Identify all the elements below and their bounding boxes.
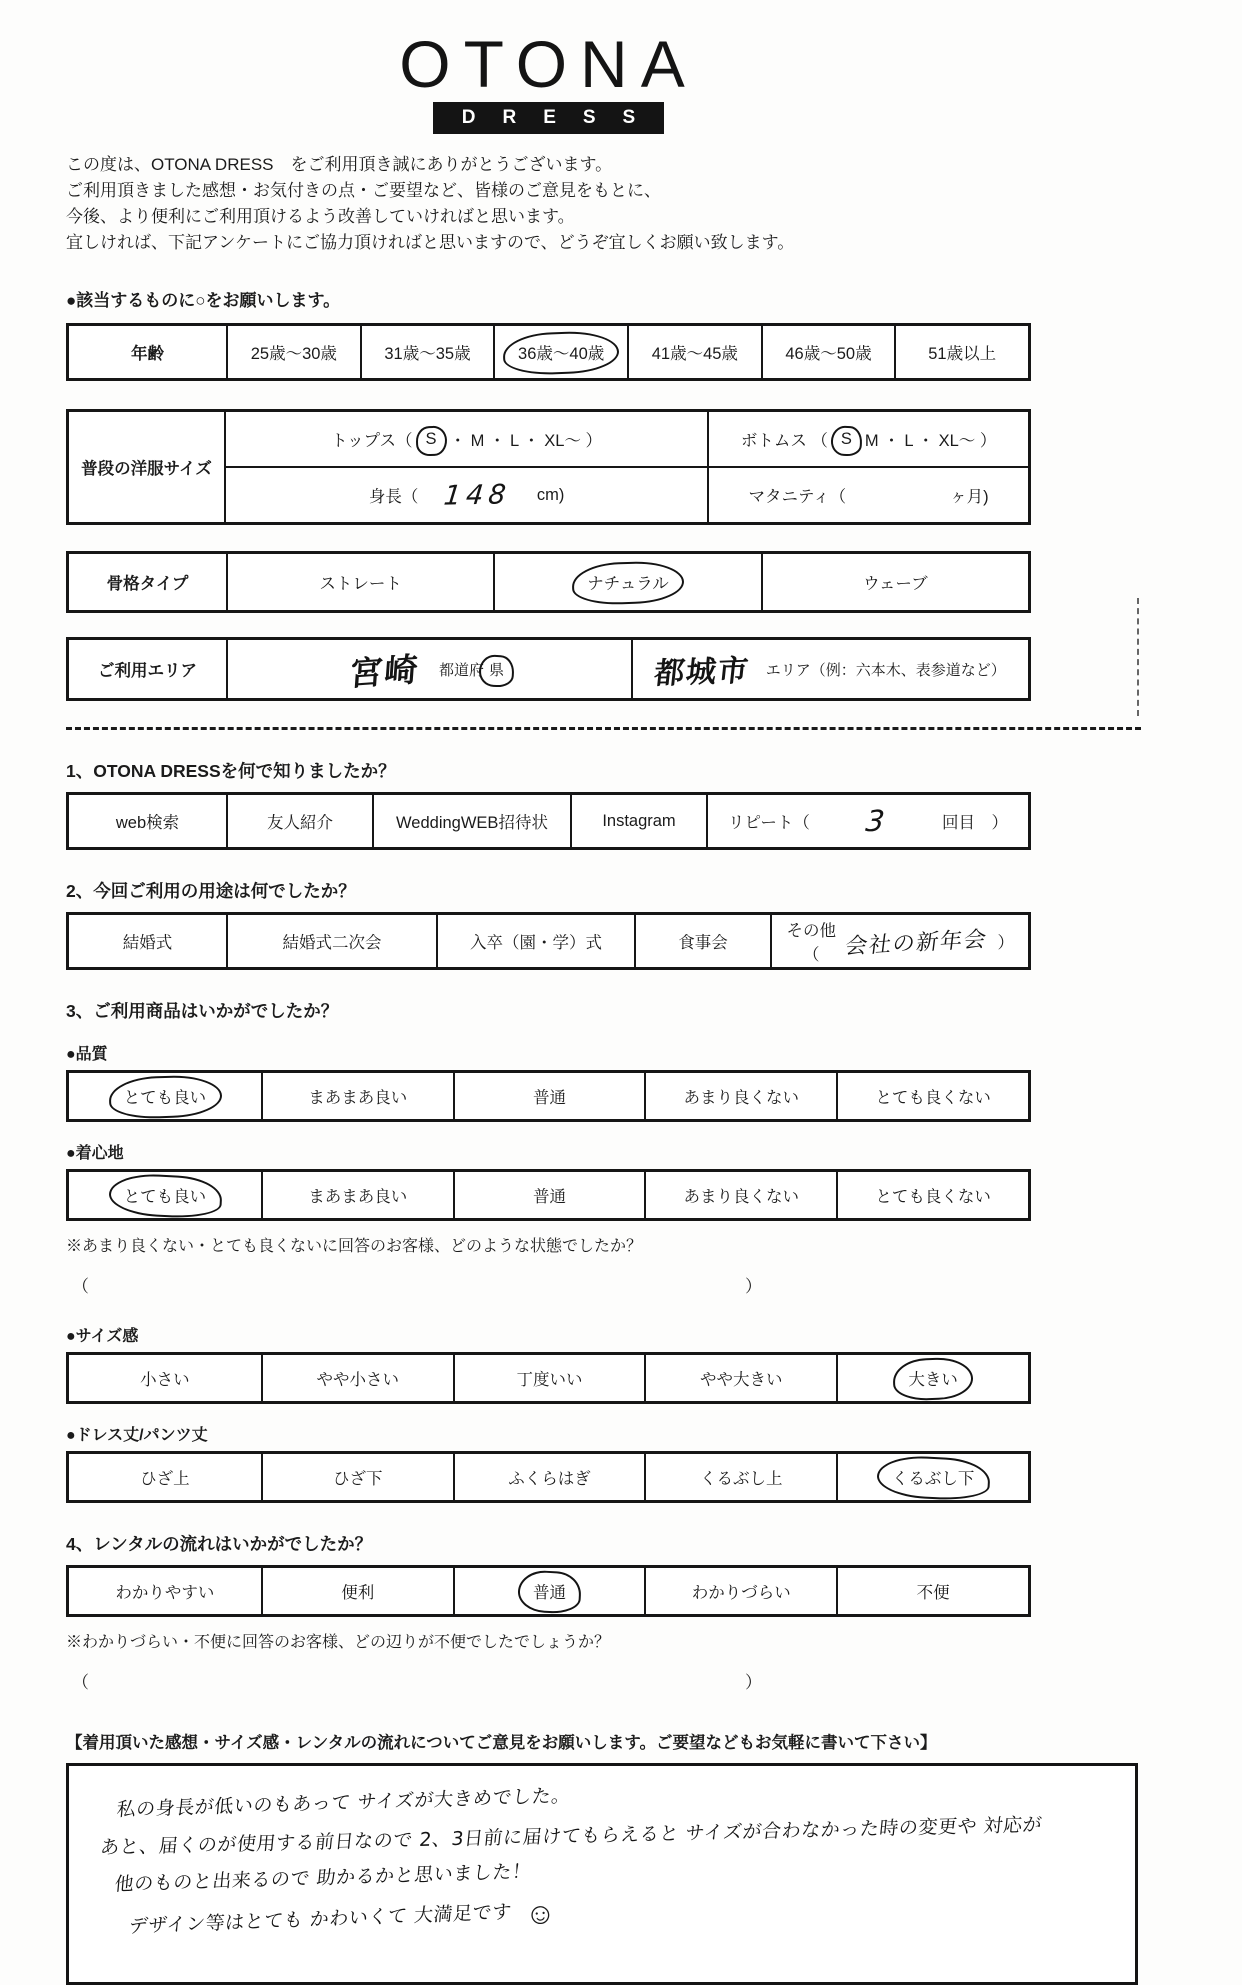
q4-option: わかりづらい — [644, 1568, 836, 1614]
q1-option: web検索 — [115, 814, 180, 833]
usage-area-header: ご利用エリア — [98, 662, 197, 681]
handwritten-circle-mark: S — [836, 429, 857, 450]
height-unit: cm) — [536, 485, 565, 504]
age-option-selected — [493, 326, 627, 378]
skeleton-option: ウェーブ — [761, 554, 1028, 610]
open-paren: （ — [72, 1277, 89, 1297]
intro-paragraph — [66, 152, 1031, 256]
q4-option-selected — [453, 1568, 645, 1614]
q2-title: 2、今回ご利用の用途は何でしたか？ — [66, 881, 356, 902]
circle-instruction: ●該当するものに○をお願いします。 — [66, 291, 341, 311]
skeleton-option: ストレート — [226, 554, 493, 610]
q1-option: 友人紹介 — [226, 795, 372, 847]
open-paren: （ — [72, 1673, 89, 1693]
size-feel-option: 小さい — [140, 1371, 190, 1390]
comfort-option: 普通 — [453, 1172, 645, 1218]
comfort-option: あまり良くない — [644, 1172, 836, 1218]
q1-option: WeddingWEB招待状 — [372, 795, 570, 847]
intro-line: 今後、より便利にご利用頂けるよう改善していければと思います。 — [66, 207, 575, 227]
quality-option: まあまあ良い — [261, 1073, 453, 1119]
age-option: 46歳～50歳 — [761, 326, 895, 378]
size-feel-option: 丁度いい — [453, 1355, 645, 1401]
repeat-prefix: リピート（ — [728, 814, 810, 833]
handwritten-other-purpose: 会社の新年会 — [844, 927, 990, 960]
q1-repeat-cell — [706, 795, 1028, 847]
fold-mark — [1137, 598, 1139, 716]
q2-option: 結婚式二次会 — [226, 915, 436, 967]
quality-option: 普通 — [453, 1073, 645, 1119]
q1-title: 1、OTONA DRESSを何で知りましたか？ — [66, 761, 396, 782]
usage-area-table — [66, 637, 1031, 701]
city-cell — [631, 640, 1028, 698]
handwritten-prefecture: 宮崎 — [348, 649, 421, 694]
close-paren: ） — [745, 1673, 762, 1693]
clothing-size-table — [66, 409, 1031, 525]
prefecture-label-prefix: 都道府 — [438, 661, 484, 679]
size-feel-option: やや大きい — [644, 1355, 836, 1401]
q1-table — [66, 792, 1031, 850]
q4-option: 不便 — [836, 1568, 1028, 1614]
q2-option: 食事会 — [634, 915, 770, 967]
q4-free-answer-parens — [72, 1668, 762, 1693]
q3-free-answer-parens — [72, 1272, 762, 1297]
comfort-label: ●着心地 — [66, 1145, 124, 1163]
handwritten-circle-mark: とても良い — [119, 1083, 212, 1109]
q4-note: ※わかりづらい・不便に回答のお客様、どの辺りが不便でしたでしょうか？ — [66, 1634, 611, 1652]
repeat-suffix: 回目 ） — [941, 814, 1008, 833]
height-cell — [226, 468, 707, 522]
skeleton-type-table — [66, 551, 1031, 613]
comfort-option-selected — [69, 1172, 261, 1218]
handwritten-circle-mark: くるぶし下 — [887, 1464, 980, 1490]
intro-line: 宜しければ、下記アンケートにご協力頂ければと思いますので、どうぞ宜しくお願い致します。 — [66, 233, 795, 253]
intro-line: ご利用頂きました感想・お気付きの点・ご要望など、皆様のご意見をもとに、 — [66, 181, 661, 201]
length-label: ●ドレス丈/パンツ丈 — [66, 1427, 208, 1445]
q2-other-cell — [770, 915, 1028, 967]
handwritten-height-value: 148 — [442, 479, 513, 512]
age-option: 51歳以上 — [894, 326, 1028, 378]
q4-table — [66, 1565, 1031, 1617]
handwritten-circle-mark: S — [421, 429, 442, 450]
size-row-height-maternity — [226, 466, 1028, 522]
q2-option: 入卒（園・学）式 — [436, 915, 634, 967]
length-option: ふくらはぎ — [453, 1454, 645, 1500]
age-option: 41歳～45歳 — [627, 326, 761, 378]
q4-title: 4、レンタルの流れはいかがでしたか？ — [66, 1534, 373, 1555]
height-label: 身長（ — [368, 488, 419, 507]
prefecture-cell — [226, 640, 631, 698]
q2-option: 結婚式 — [122, 934, 173, 953]
size-feel-option-selected — [836, 1355, 1028, 1401]
q2-table — [66, 912, 1031, 970]
dashed-divider — [66, 727, 1141, 730]
maternity-label: マタニティ（ — [748, 488, 847, 507]
q1-option: Instagram — [570, 795, 706, 847]
comment-box — [66, 1763, 1138, 1985]
handwritten-circle-mark: ナチュラル — [582, 569, 674, 595]
handwritten-circle-mark: 36歳～40歳 — [513, 339, 609, 365]
q4-option: 便利 — [261, 1568, 453, 1614]
handwritten-repeat-count: 3 — [864, 804, 888, 839]
other-prefix: その他（ — [786, 922, 836, 965]
q3-title: 3、ご利用商品はいかがでしたか？ — [66, 1001, 339, 1022]
clothing-size-header: 普段の洋服サイズ — [69, 412, 226, 522]
q4-option: わかりやすい — [115, 1584, 215, 1603]
q3-note: ※あまり良くない・とても良くないに回答のお客様、どのような状態でしたか？ — [66, 1238, 643, 1256]
quality-table — [66, 1070, 1031, 1122]
quality-option-selected — [69, 1073, 261, 1119]
handwritten-city: 都城市 — [652, 653, 752, 692]
size-feel-label: ●サイズ感 — [66, 1328, 139, 1346]
intro-line: この度は、OTONA DRESS をご利用頂き誠にありがとうございます。 — [66, 155, 613, 175]
other-suffix: ） — [997, 934, 1014, 953]
bottoms-options: M ・ L ・ XL～ ） — [864, 432, 997, 451]
length-option: ひざ上 — [140, 1470, 190, 1489]
tops-size-cell — [226, 412, 707, 466]
brand-logo — [66, 0, 1031, 134]
quality-label: ●品質 — [66, 1046, 108, 1064]
handwritten-comment-line: デザイン等はとても かわいくて 大満足です — [127, 1900, 513, 1938]
age-option: 25歳～30歳 — [226, 326, 360, 378]
size-feel-option: やや小さい — [261, 1355, 453, 1401]
comfort-option: まあまあ良い — [261, 1172, 453, 1218]
brand-subtitle-badge: DRESS — [433, 102, 664, 134]
handwritten-circle-mark: とても良い — [119, 1182, 212, 1208]
brand-title: OTONA — [399, 27, 698, 101]
quality-option: とても良くない — [836, 1073, 1028, 1119]
handwritten-circle-mark: 普通 — [528, 1578, 571, 1604]
comfort-table — [66, 1169, 1031, 1221]
comfort-option: とても良くない — [836, 1172, 1028, 1218]
skeleton-option-selected — [493, 554, 760, 610]
bottoms-label: ボトムス （ — [740, 432, 828, 451]
tops-options: ・ M ・ L ・ XL～ ） — [449, 432, 603, 451]
tops-label: トップス（ — [331, 432, 413, 451]
maternity-cell — [707, 468, 1028, 522]
handwritten-circle-mark: 大きい — [903, 1365, 963, 1391]
survey-page — [66, 0, 1044, 1985]
comment-section-header: 【着用頂いた感想・サイズ感・レンタルの流れについてご意見をお願いします。ご要望などもお気軽に書いて下さい】 — [66, 1734, 937, 1753]
age-table — [66, 323, 1031, 381]
bottoms-size-cell — [707, 412, 1028, 466]
skeleton-header: 骨格タイプ — [106, 575, 189, 594]
size-row-tops-bottoms — [226, 412, 1028, 466]
quality-option: あまり良くない — [644, 1073, 836, 1119]
handwritten-circle-mark: 県 — [484, 658, 509, 681]
close-paren: ） — [745, 1277, 762, 1297]
age-option: 31歳～35歳 — [360, 326, 494, 378]
maternity-unit: ヶ月) — [950, 488, 989, 507]
handwritten-comment-line: 他のものと出来るので 助かるかと思いました！ — [113, 1861, 533, 1897]
area-example-label: エリア（例：六本木、表参道など） — [765, 661, 1006, 679]
handwritten-comment-line: 私の身長が低いのもあって サイズが大きめでした。 — [115, 1784, 572, 1822]
handwritten-comment-line: あと、届くのが使用する前日なので 2、3日前に届けてもらえると サイズが合わなかった時の変更や 対応が — [99, 1813, 1044, 1859]
length-option: くるぶし上 — [644, 1454, 836, 1500]
length-option-selected — [836, 1454, 1028, 1500]
length-option: ひざ下 — [261, 1454, 453, 1500]
size-feel-table — [66, 1352, 1031, 1404]
smiley-face-doodle: ☺ — [523, 1896, 558, 1933]
age-header: 年齢 — [131, 345, 164, 364]
length-table — [66, 1451, 1031, 1503]
prefecture-label — [439, 658, 509, 681]
